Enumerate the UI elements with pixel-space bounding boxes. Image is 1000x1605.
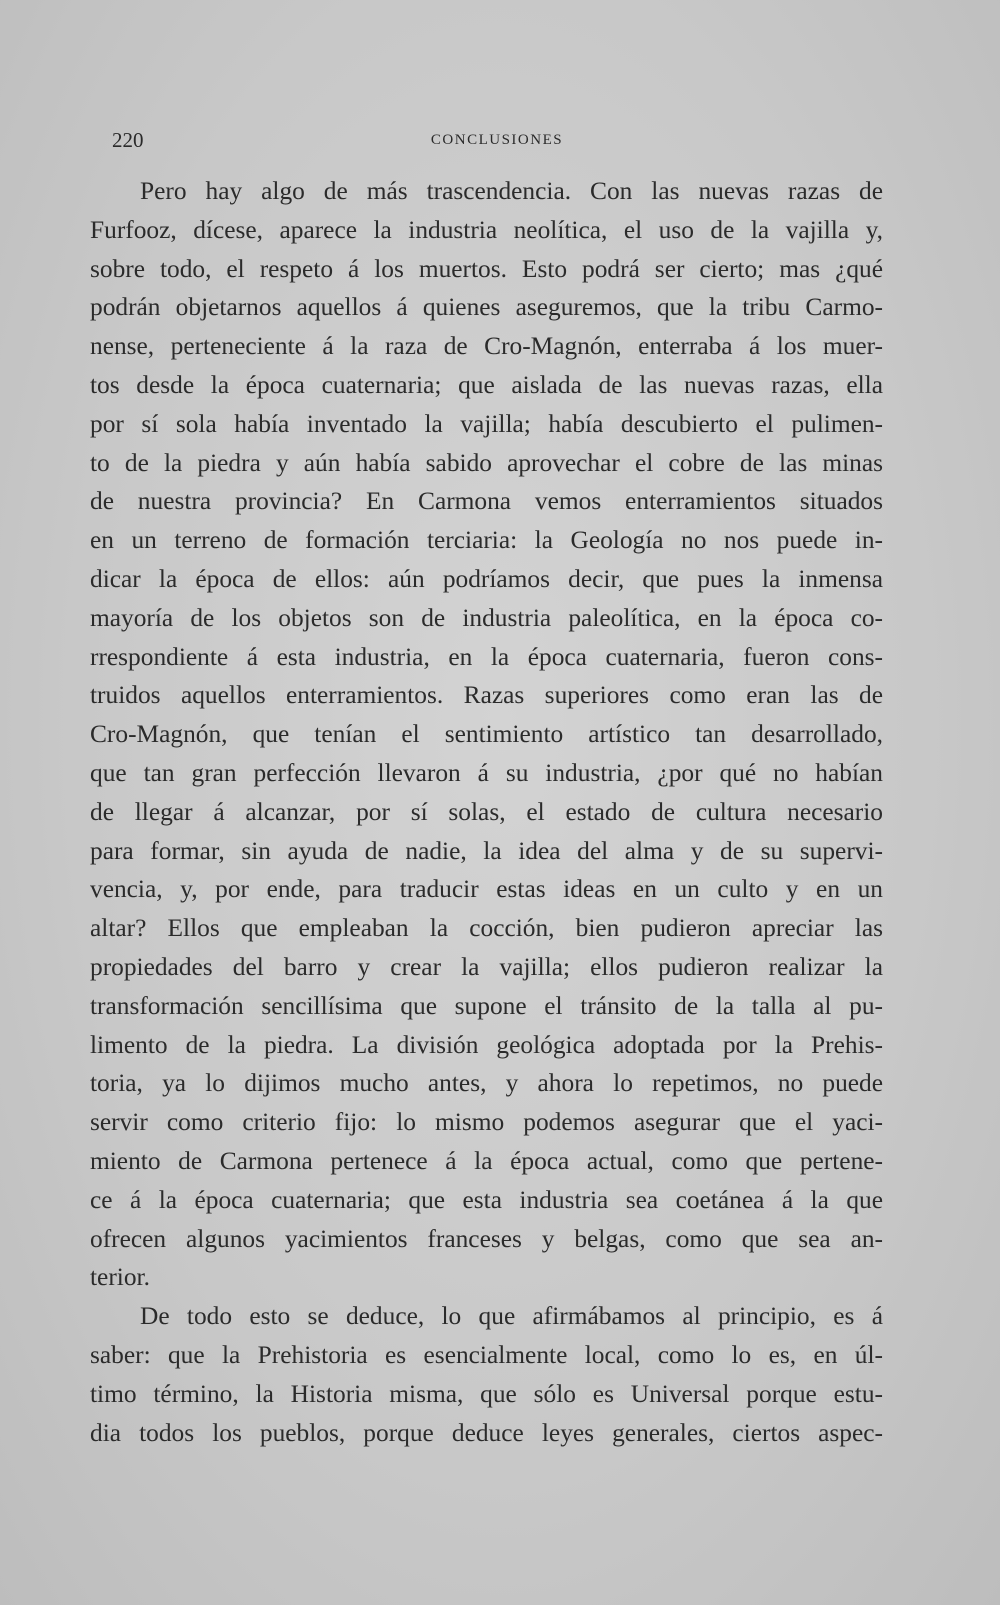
text-line: tos desde la época cuaternaria; que aislada de las nuevas razas, ella [90,370,883,399]
text-line: timo término, la Historia misma, que sólo es Universal porque estu- [90,1379,883,1408]
text-line: dicar la época de ellos: aún podríamos decir, que pues la inmensa [90,564,883,593]
text-line: to de la piedra y aún había sabido aprovechar el cobre de las minas [90,448,883,477]
text-line: que tan gran perfección llevaron á su industria, ¿por qué no habían [90,758,883,787]
text-line: ofrecen algunos yacimientos franceses y belgas, como que sea an- [90,1224,883,1253]
page-number: 220 [112,128,144,152]
text-line: rrespondiente á esta industria, en la época cuaternaria, fueron cons- [90,642,883,671]
text-line: saber: que la Prehistoria es esencialmente local, como lo es, en úl- [90,1340,883,1369]
text-line: propiedades del barro y crear la vajilla; ellos pudieron realizar la [90,952,883,981]
text-line: transformación sencillísima que supone el tránsito de la talla al pu- [90,991,883,1020]
text-line: de llegar á alcanzar, por sí solas, el estado de cultura necesario [90,797,883,826]
text-line: sobre todo, el respeto á los muertos. Esto podrá ser cierto; mas ¿qué [90,254,883,283]
text-line: terior. [90,1263,150,1292]
text-line: De todo esto se deduce, lo que afirmábamos al principio, es á [140,1302,883,1331]
text-line: nense, perteneciente á la raza de Cro-Magnón, enterraba á los muer- [90,332,883,361]
text-line: ce á la época cuaternaria; que esta industria sea coetánea á la que [90,1185,883,1214]
text-line: dia todos los pueblos, porque deduce leyes generales, ciertos aspec- [90,1418,883,1447]
paragraph [90,172,883,1297]
text-line: mayoría de los objetos son de industria paleolítica, en la época co- [90,603,883,632]
running-title: CONCLUSIONES [430,132,564,148]
paragraph [90,1297,883,1452]
text-line: para formar, sin ayuda de nadie, la idea del alma y de su supervi- [90,836,883,865]
text-line: truidos aquellos enterramientos. Razas superiores como eran las de [90,681,883,710]
body-text [90,172,883,1452]
text-line: altar? Ellos que empleaban la cocción, bien pudieron apreciar las [90,914,883,943]
text-line: en un terreno de formación terciaria: la Geología no nos puede in- [90,526,883,555]
text-line: Cro-Magnón, que tenían el sentimiento artístico tan desarrollado, [90,720,883,749]
text-line: Furfooz, dícese, aparece la industria neolítica, el uso de la vajilla y, [90,215,883,244]
text-line: miento de Carmona pertenece á la época actual, como que pertene- [90,1146,883,1175]
text-line: por sí sola había inventado la vajilla; había descubierto el pulimen- [90,409,883,438]
text-line: vencia, y, por ende, para traducir estas ideas en un culto y en un [90,875,883,904]
text-line: Pero hay algo de más trascendencia. Con las nuevas razas de [140,177,883,205]
text-line: de nuestra provincia? En Carmona vemos enterramientos situados [90,487,883,516]
running-head [112,128,882,158]
text-line: podrán objetarnos aquellos á quienes aseguremos, que la tribu Carmo- [90,293,883,322]
paragraphs [90,172,883,1452]
text-line: toria, ya lo dijimos mucho antes, y ahora lo repetimos, no puede [90,1069,883,1098]
text-line: limento de la piedra. La división geológica adoptada por la Prehis- [90,1030,883,1059]
text-line: servir como criterio fijo: lo mismo podemos asegurar que el yaci- [90,1108,883,1137]
